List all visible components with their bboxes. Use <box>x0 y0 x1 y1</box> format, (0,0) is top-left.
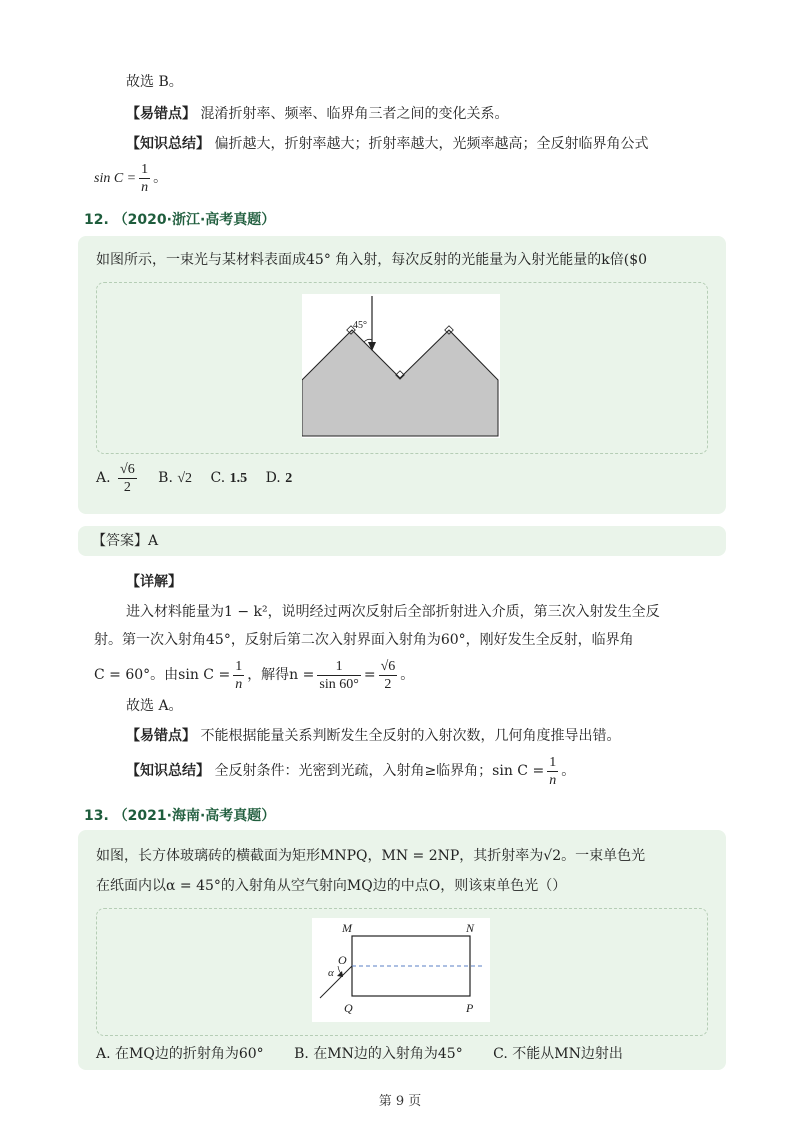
summary-tag: 【知识总结】 <box>126 136 210 152</box>
angle-label: 45° <box>353 320 367 331</box>
option-b-letter: B. <box>158 470 173 486</box>
option-a-fraction: $\frac{√6}{2}$ <box>120 461 135 495</box>
mistake-text: 混淆折射率、频率、临界角三者之间的变化关系。 <box>200 106 509 122</box>
option-c-value: 1.5 <box>229 471 248 486</box>
option-b-text: 在MN边的入射角为45° <box>313 1046 463 1062</box>
summary-tag: 【知识总结】 <box>126 763 210 779</box>
detail-fraction-1: $\frac{1}{n}$ <box>235 658 243 692</box>
option-d[interactable] <box>266 470 293 486</box>
formula-end: 。 <box>153 170 168 186</box>
summary-text: 全反射条件：光密到光疏，入射角≥临界角；sin C = <box>214 763 545 779</box>
label-p: P <box>466 1001 474 1015</box>
q12-summary-row <box>126 752 575 790</box>
detail-text-b: ，解得n = <box>247 667 315 683</box>
label-m: M <box>342 921 352 935</box>
option-c[interactable] <box>493 1046 623 1062</box>
q13-header: 13. （2021·海南·高考真题） <box>84 808 276 824</box>
detail-equals: = <box>363 667 376 683</box>
q12-header: 12. （2020·浙江·高考真题） <box>84 212 276 228</box>
summary-text: 偏折越大，折射率越大；折射率越大，光频率越高；全反射临界角公式 <box>214 136 649 152</box>
q13-stem-line2: 在纸面内以α = 45°的入射角从空气射向MQ边的中点O，则该束单色光（） <box>96 878 567 894</box>
option-b-letter: B. <box>294 1046 309 1062</box>
formula-lhs: sin C = <box>94 171 137 186</box>
option-b-value: √2 <box>177 471 193 486</box>
prev-formula <box>94 160 167 197</box>
option-c-letter: C. <box>210 470 226 486</box>
option-c-letter: C. <box>493 1046 508 1062</box>
q12-mistake-row <box>126 726 620 746</box>
detail-fraction-2: $\frac{1}{\sin 60^\circ}$ <box>319 658 359 692</box>
q12-detail-line1: 进入材料能量为1 − k²，说明经过两次反射后全部折射进入介质，第三次入射发生全反 <box>126 604 660 620</box>
detail-end: 。 <box>400 667 415 683</box>
option-a-letter: A. <box>96 470 111 486</box>
option-b[interactable] <box>294 1046 463 1062</box>
option-a-text: 在MQ边的折射角为60° <box>115 1046 264 1062</box>
q12-stem: 如图所示，一束光与某材料表面成45° 角入射，每次反射的光能量为入射光能量的k倍($0 <box>96 252 648 268</box>
label-n: N <box>466 921 475 935</box>
option-a[interactable] <box>96 1046 264 1062</box>
q13-options <box>96 1044 623 1064</box>
prev-answer-line: 故选 B。 <box>126 74 183 90</box>
q12-detail-tag: 【详解】 <box>126 574 182 590</box>
option-b[interactable] <box>158 470 196 486</box>
label-o: O <box>338 953 347 967</box>
q12-options <box>96 458 292 499</box>
q12-answer: 【答案】A <box>92 533 159 549</box>
detail-text-a: C = 60°。由sin C = <box>94 667 231 683</box>
option-c-text: 不能从MN边射出 <box>512 1046 623 1062</box>
q13-figure <box>312 918 490 1022</box>
label-q: Q <box>344 1001 353 1015</box>
option-c[interactable] <box>211 470 252 486</box>
detail-fraction-3: $\frac{√6}{2}$ <box>380 658 396 692</box>
option-d-value: 2 <box>285 471 293 486</box>
option-d-letter: D. <box>265 470 281 486</box>
mistake-text: 不能根据能量关系判断发生全反射的入射次数，几何角度推导出错。 <box>200 728 621 744</box>
summary-end: 。 <box>561 763 576 779</box>
option-a[interactable] <box>96 461 144 495</box>
mistake-tag: 【易错点】 <box>126 728 196 744</box>
mistake-tag: 【易错点】 <box>126 106 196 122</box>
option-a-letter: A. <box>96 1046 111 1062</box>
page-number: 第 9 页 <box>378 1094 422 1109</box>
prev-summary-row <box>126 134 648 154</box>
label-alpha: α <box>328 967 334 979</box>
q12-detail-line3 <box>94 656 414 694</box>
q12-answer-line: 故选 A。 <box>126 698 183 714</box>
summary-fraction: $\frac{1}{n}$ <box>549 754 557 788</box>
q12-detail-line2: 射。第一次入射角45°，反射后第二次入射界面入射角为60°，刚好发生全反射，临界角 <box>94 632 634 648</box>
q12-answer-panel <box>78 526 726 556</box>
q12-figure <box>302 294 500 438</box>
formula-fraction: $\frac{1}{n}$ <box>141 161 149 195</box>
prev-mistake-row <box>126 104 508 124</box>
q13-stem-line1: 如图，长方体玻璃砖的横截面为矩形MNPQ，MN = 2NP，其折射率为√2。一束单色光 <box>96 848 646 864</box>
